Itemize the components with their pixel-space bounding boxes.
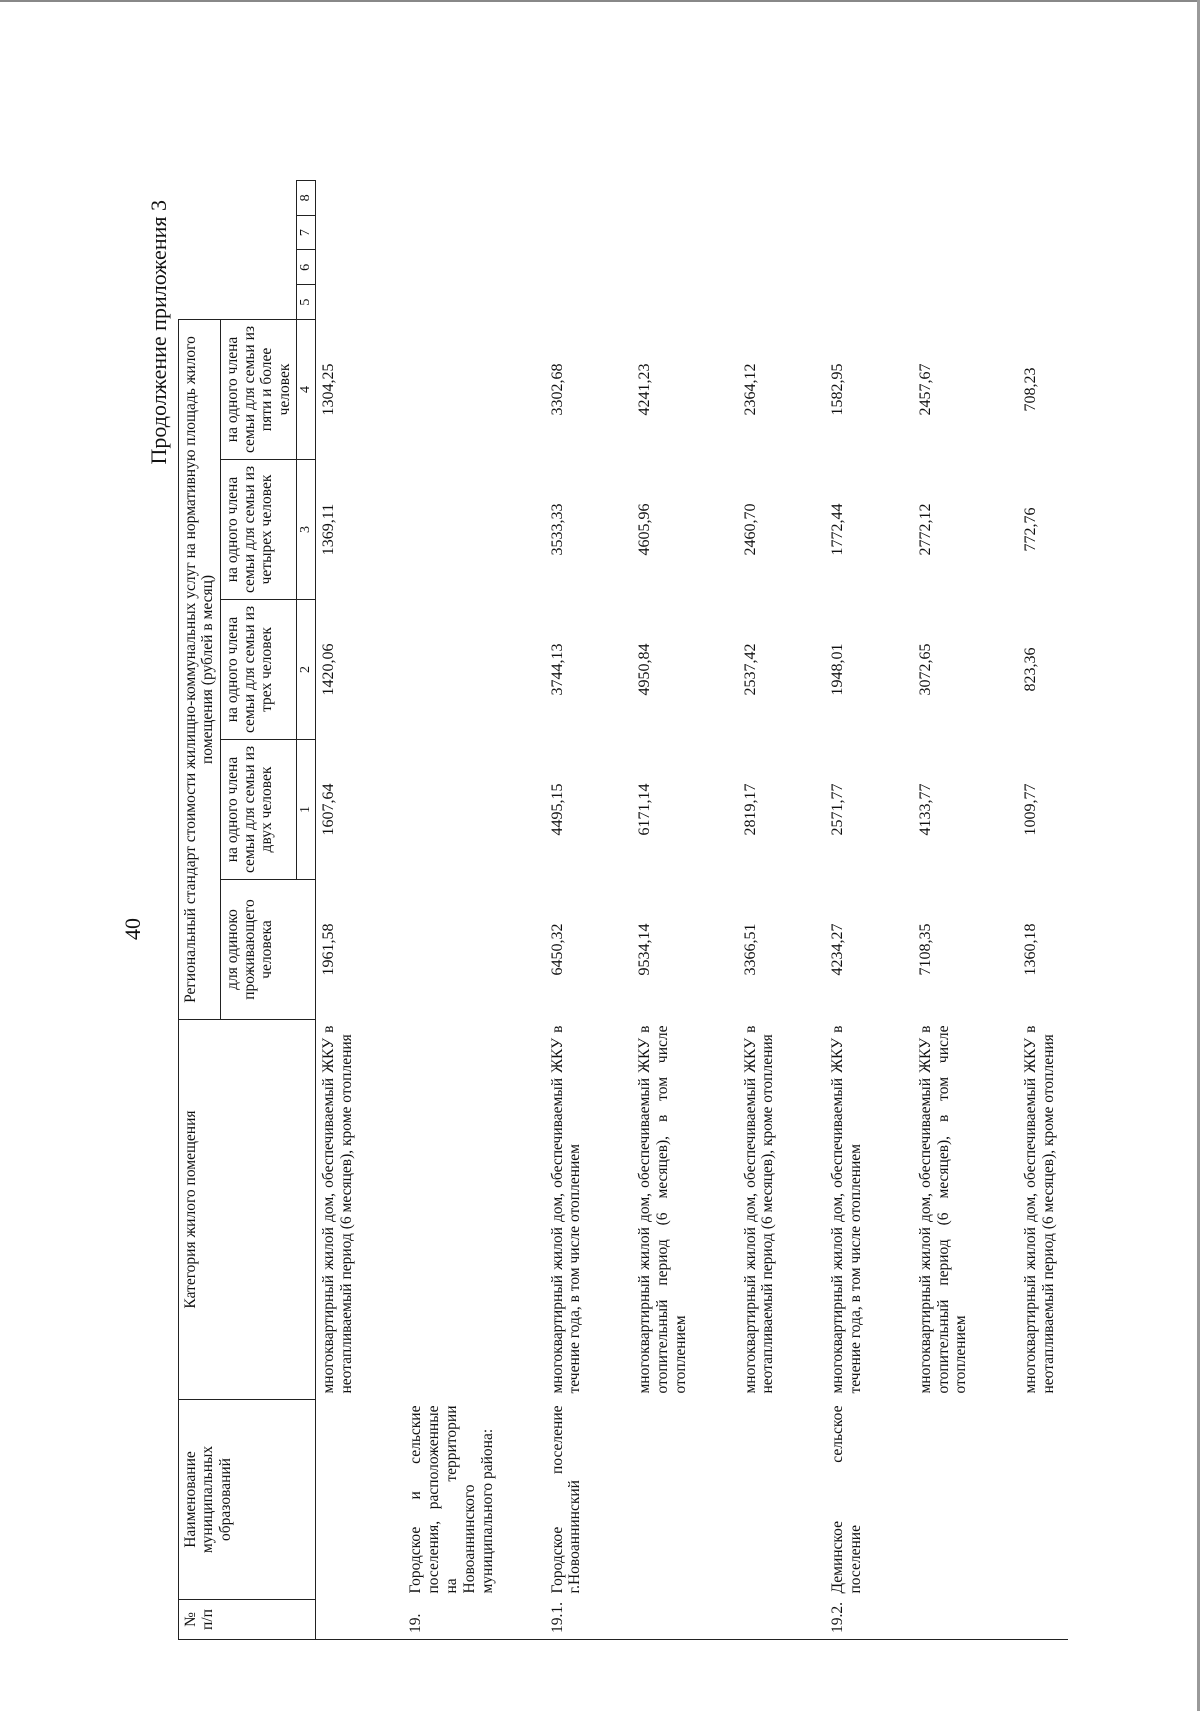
value-two: 1009,77 [1022, 783, 1040, 836]
row-category: многоквартирный жилой дом, обеспечиваемый ЖКУ в отопительный период (6 месяцев), в том числе отоплением [636, 1025, 689, 1394]
header-standard: Региональный стандарт стоимости жилищно-коммунальных услуг на нормативную площадь жилого помещения (рублей в месяц) [179, 319, 221, 1019]
table-row [315, 181, 365, 1640]
value-single: 3366,51 [741, 923, 759, 976]
value-three: 2537,42 [741, 643, 759, 696]
value-three: 4950,84 [636, 643, 654, 696]
value-single: 7108,35 [916, 923, 934, 976]
row-municipality: Городское поселение г.Новоаннинский [548, 1405, 584, 1594]
table-row [632, 181, 699, 1640]
row-municipality [632, 1400, 699, 1600]
row-category: многоквартирный жилой дом, обеспечиваемый ЖКУ в течение года, в том числе отоплением [829, 1025, 865, 1394]
value-four: 1369,11 [319, 503, 337, 556]
header-name: Наименование муниципальных образований [179, 1400, 316, 1600]
table-row [545, 181, 595, 1640]
row-municipality [738, 1400, 788, 1600]
table-row [825, 181, 875, 1640]
value-three [403, 600, 506, 740]
value-five [403, 319, 506, 459]
value-four: 4605,96 [636, 503, 654, 556]
row-municipality: Городское и сельские поселения, расположенные на территории Новоаннинского муниципального района: [407, 1405, 496, 1594]
value-single: 4234,27 [829, 923, 847, 976]
value-single: 6450,32 [548, 923, 566, 976]
table-row [403, 181, 506, 1640]
column-number: 4 [297, 319, 316, 459]
value-five: 708,23 [1022, 367, 1040, 412]
value-four: 2460,70 [741, 503, 759, 556]
value-three: 823,36 [1022, 647, 1040, 692]
table-row [738, 181, 788, 1640]
header-no: № п/п [179, 1600, 316, 1640]
value-two: 6171,14 [636, 783, 654, 836]
header-two: на одного члена семьи для семьи из двух человек [220, 740, 296, 880]
housing-cost-table [178, 180, 1068, 1640]
value-three: 1420,06 [319, 643, 337, 696]
value-three: 3072,65 [916, 643, 934, 696]
row-category: многоквартирный жилой дом, обеспечиваемый ЖКУ в неотапливаемый период (6 месяцев), кроме отопления [319, 1025, 355, 1394]
value-five: 1582,95 [829, 363, 847, 416]
row-number [632, 1600, 699, 1640]
column-number: 7 [297, 215, 316, 250]
table-row [1018, 181, 1068, 1640]
rotated-content [22, 140, 1122, 1680]
row-municipality [913, 1400, 980, 1600]
column-number: 8 [297, 181, 316, 216]
row-municipality: Деминское сельское поселение [829, 1405, 865, 1594]
value-three: 1948,01 [829, 643, 847, 696]
row-number [315, 1600, 365, 1640]
value-single [403, 880, 506, 1020]
row-category [403, 1020, 506, 1400]
column-number: 3 [297, 460, 316, 600]
row-category: многоквартирный жилой дом, обеспечиваемый ЖКУ в неотапливаемый период (6 месяцев), кроме отопления [741, 1025, 777, 1394]
value-three: 3744,13 [548, 643, 566, 696]
value-five: 2457,67 [916, 363, 934, 416]
value-four [403, 460, 506, 600]
value-single: 9534,14 [636, 923, 654, 976]
value-four: 3533,33 [548, 503, 566, 556]
column-number: 5 [297, 285, 316, 320]
value-two: 2819,17 [741, 783, 759, 836]
value-five: 2364,12 [741, 363, 759, 416]
row-municipality [1018, 1400, 1068, 1600]
row-number [738, 1600, 788, 1640]
value-four: 1772,44 [829, 503, 847, 556]
row-number [913, 1600, 980, 1640]
value-two: 1607,64 [319, 783, 337, 836]
page-number: 40 [120, 918, 145, 940]
column-number: 6 [297, 250, 316, 285]
row-category: многоквартирный жилой дом, обеспечиваемый ЖКУ в отопительный период (6 месяцев), в том числе отоплением [916, 1025, 970, 1394]
header-four: на одного члена семьи для семьи из четырех человек [220, 460, 296, 600]
value-two: 2571,77 [829, 783, 847, 836]
column-number: 1 [297, 740, 316, 880]
row-number: 19. [403, 1600, 506, 1640]
value-single: 1360,18 [1022, 923, 1040, 976]
value-single: 1961,58 [319, 923, 337, 976]
value-two [403, 740, 506, 880]
value-four: 772,76 [1022, 507, 1040, 552]
header-five: на одного члена семьи для семьи из пяти и более человек [220, 319, 296, 459]
header-three: на одного члена семьи для семьи из трех человек [220, 600, 296, 740]
value-four: 2772,12 [916, 503, 934, 556]
value-two: 4133,77 [916, 783, 934, 836]
value-five: 4241,23 [636, 363, 654, 416]
value-five: 3302,68 [548, 363, 566, 416]
value-two: 4495,15 [548, 783, 566, 836]
row-category: многоквартирный жилой дом, обеспечиваемый ЖКУ в течение года, в том числе отоплением [548, 1025, 584, 1394]
row-category: многоквартирный жилой дом, обеспечиваемый ЖКУ в неотапливаемый период (6 месяцев), кроме отопления [1022, 1025, 1058, 1394]
table-row [913, 181, 980, 1640]
row-municipality [315, 1400, 365, 1600]
row-number: 19.2. [825, 1600, 875, 1640]
header-category: Категория жилого помещения [179, 1020, 316, 1400]
column-number: 2 [297, 600, 316, 740]
row-number: 19.1. [545, 1600, 595, 1640]
value-five: 1304,25 [319, 363, 337, 416]
continuation-label: Продолжение приложения 3 [146, 200, 171, 465]
row-number [1018, 1600, 1068, 1640]
header-single: для одиноко проживающего человека [220, 880, 315, 1020]
